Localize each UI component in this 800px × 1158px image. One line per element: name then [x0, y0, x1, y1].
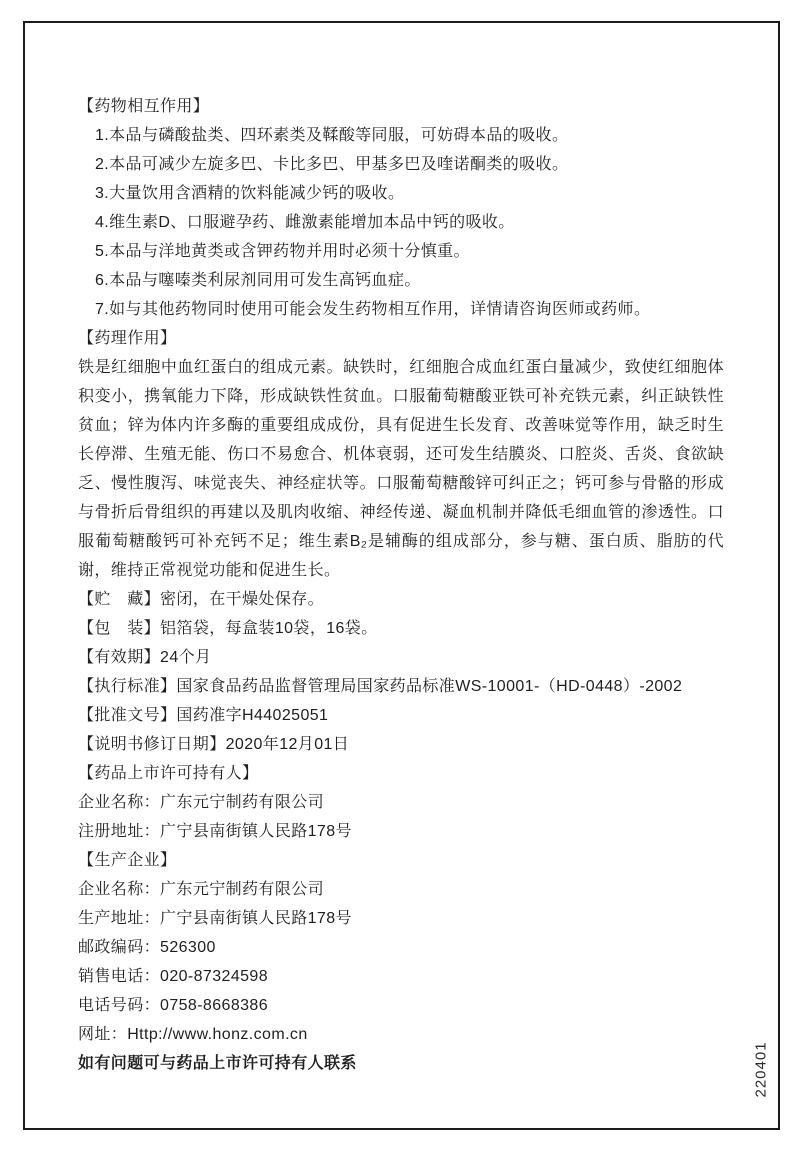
manufacturer-website-label: 网址： — [78, 1026, 128, 1043]
manufacturer-phone-value: 0758-8668386 — [160, 997, 269, 1014]
manufacturer-company-label: 企业名称： — [78, 881, 161, 898]
manufacturer-phone — [78, 991, 724, 1020]
interaction-item-1: 1.本品与磷酸盐类、四环素类及鞣酸等同服，可妨碍本品的吸收。 — [95, 127, 569, 144]
contact-note: 如有问题可与药品上市许可持有人联系 — [78, 1055, 357, 1072]
manufacturer-address-value: 广宁县南街镇人民路178号 — [160, 910, 352, 927]
field-standard — [78, 672, 724, 701]
manufacturer-address-label: 生产地址： — [78, 910, 161, 927]
manufacturer-company-value: 广东元宁制药有限公司 — [160, 881, 325, 898]
drug-interactions-heading: 【药物相互作用】 — [78, 98, 210, 115]
page-border — [23, 21, 780, 1130]
mah-address — [78, 817, 724, 846]
interaction-item-7: 7.如与其他药物同时使用可能会发生药物相互作用，详情请咨询医师或药师。 — [95, 301, 651, 318]
section-pharmacology — [78, 324, 724, 585]
interaction-item-4: 4.维生素D、口服避孕药、雌激素能增加本品中钙的吸收。 — [95, 214, 515, 231]
manufacturer-postcode — [78, 933, 724, 962]
interaction-item-3: 3.大量饮用含酒精的饮料能减少钙的吸收。 — [95, 185, 405, 202]
section-drug-interactions — [78, 92, 724, 324]
mah-company-value: 广东元宁制药有限公司 — [160, 794, 325, 811]
field-revision-value: 2020年12月01日 — [225, 736, 350, 753]
field-storage — [78, 585, 724, 614]
interaction-item-6: 6.本品与噻嗪类利尿剂同用可发生高钙血症。 — [95, 272, 421, 289]
field-validity — [78, 643, 724, 672]
field-validity-value: 24个月 — [160, 649, 212, 666]
mah-company — [78, 788, 724, 817]
mah-address-value: 广宁县南街镇人民路178号 — [160, 823, 352, 840]
batch-code: 220401 — [752, 1041, 770, 1098]
manufacturer-sales-phone-value: 020-87324598 — [160, 968, 269, 985]
section-manufacturer — [78, 846, 724, 1049]
field-standard-label: 【执行标准】 — [78, 678, 177, 695]
manufacturer-address — [78, 904, 724, 933]
manufacturer-sales-phone-label: 销售电话： — [78, 968, 161, 985]
pharmacology-heading: 【药理作用】 — [78, 330, 177, 347]
field-storage-label: 【贮 藏】 — [78, 591, 161, 608]
field-package — [78, 614, 724, 643]
field-standard-value: 国家食品药品监督管理局国家药品标准WS-10001-（HD-0448）-2002 — [176, 678, 683, 695]
interaction-item-5: 5.本品与洋地黄类或含钾药物并用时必须十分慎重。 — [95, 243, 470, 260]
mah-heading: 【药品上市许可持有人】 — [78, 765, 259, 782]
field-approval-number — [78, 701, 724, 730]
manufacturer-postcode-label: 邮政编码： — [78, 939, 161, 956]
field-package-label: 【包 装】 — [78, 620, 161, 637]
field-approval-value: 国药准字H44025051 — [176, 707, 329, 724]
field-validity-label: 【有效期】 — [78, 649, 161, 666]
mah-company-label: 企业名称： — [78, 794, 161, 811]
section-marketing-authorization-holder — [78, 759, 724, 846]
manufacturer-company — [78, 875, 724, 904]
manufacturer-phone-label: 电话号码： — [78, 997, 161, 1014]
field-revision-label: 【说明书修订日期】 — [78, 736, 226, 753]
manufacturer-heading: 【生产企业】 — [78, 852, 177, 869]
field-revision-date — [78, 730, 724, 759]
field-approval-label: 【批准文号】 — [78, 707, 177, 724]
pharmacology-body: 铁是红细胞中血红蛋白的组成元素。缺铁时，红细胞合成血红蛋白量减少，致使红细胞体积变小，携氧能力下降，形成缺铁性贫血。口服葡萄糖酸亚铁可补充铁元素，纠正缺铁性贫血；锌为体内许多酶的重要组成成份，具有促进生长发育、改善味觉等作用，缺乏时生长停滞、生殖无能、伤口不易愈合、机体衰弱，还可发生结膜炎、口腔炎、舌炎、食欲缺乏、慢性腹泻、味觉丧失、神经症状等。口服葡萄糖酸锌可纠正之；钙可参与骨骼的形成与骨折后骨组织的再建以及肌肉收缩、神经传递、凝血机制并降低毛细血管的渗透性。口服葡萄糖酸钙可补充钙不足；维生素B₂是辅酶的组成部分，参与糖、蛋白质、脂肪的代谢，维持正常视觉功能和促进生长。 — [78, 359, 724, 579]
manufacturer-website — [78, 1020, 724, 1049]
manufacturer-website-value: Http://www.honz.com.cn — [127, 1026, 308, 1043]
mah-address-label: 注册地址： — [78, 823, 161, 840]
manufacturer-sales-phone — [78, 962, 724, 991]
manufacturer-postcode-value: 526300 — [160, 939, 216, 956]
field-storage-value: 密闭，在干燥处保存。 — [160, 591, 325, 608]
field-package-value: 铝箔袋，每盒装10袋，16袋。 — [160, 620, 378, 637]
leaflet-content — [78, 92, 724, 1078]
interaction-item-2: 2.本品可减少左旋多巴、卡比多巴、甲基多巴及喹诺酮类的吸收。 — [95, 156, 569, 173]
